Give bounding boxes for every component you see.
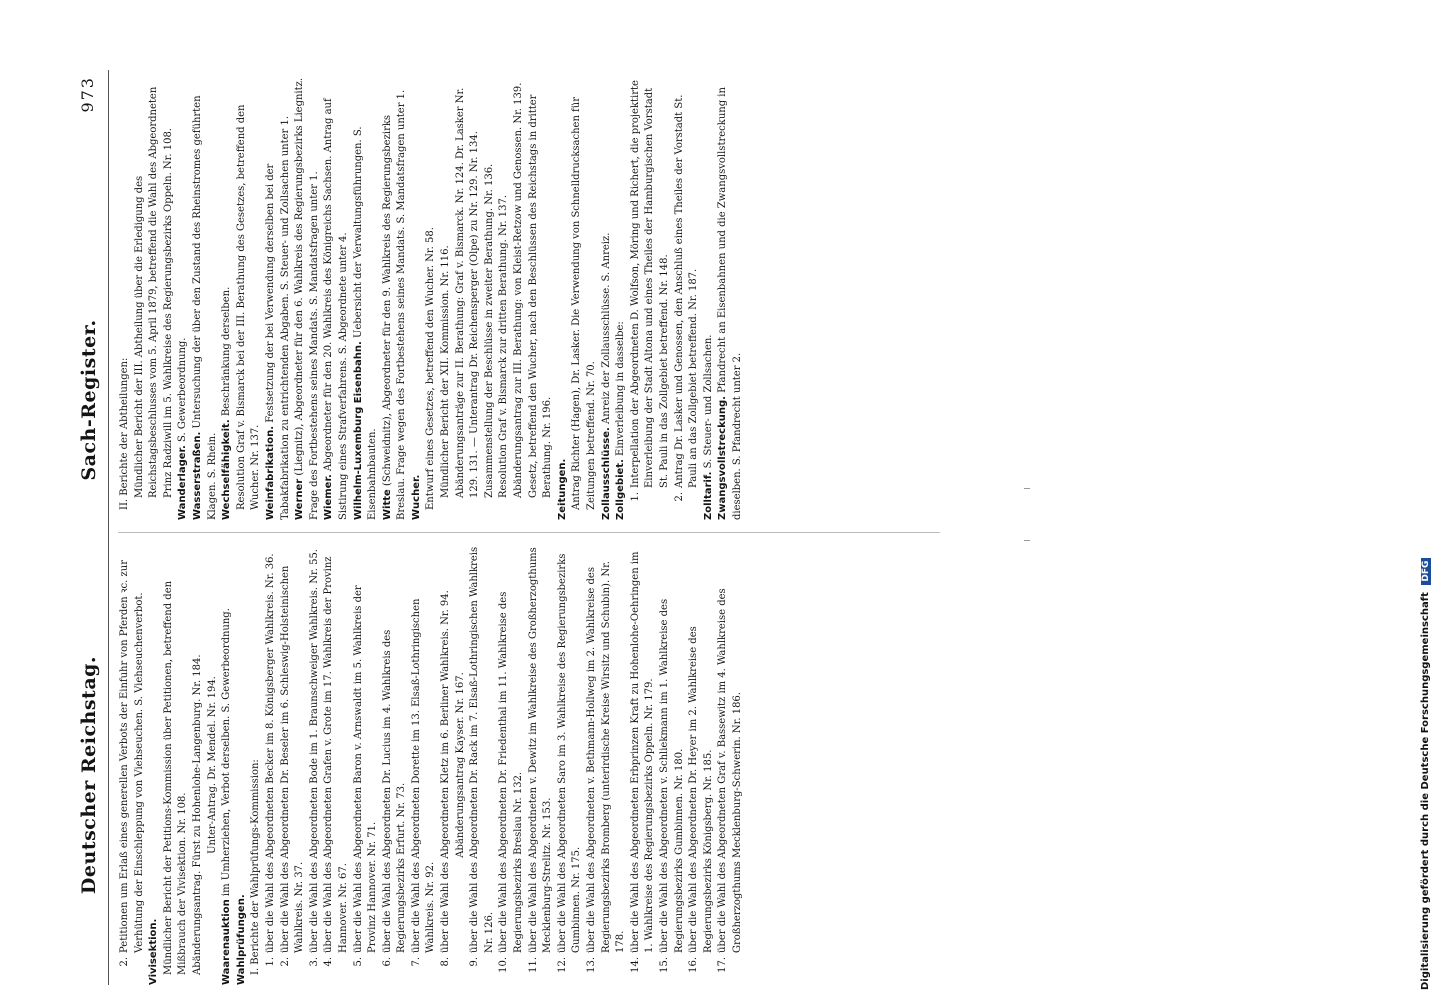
- entry-text: S. Steuer- und Zollsachen.: [702, 334, 714, 469]
- entry-text: über die Wahl des Abgeordneten Dr. Rack im 7. Elsaß-Lothringischen Wahlkreis Nr. 126.: [469, 546, 495, 953]
- entry-text: Petitionen um Erlaß eines generellen Verbots der Einfuhr von Pferden ꝛc. zur Verhütung der Einschleppung von Viehseuchen. S. Viehseuchenverbot.: [119, 560, 145, 953]
- register-entry: [133, 75, 177, 520]
- left-column: [118, 545, 746, 985]
- entry-text: über die Wahl des Abgeordneten Erbprinzen Kraft zu Hohenlohe-Oehringen im 1. Wahlkreise des Regierungsbezirks Oppeln. Nr. 179.: [629, 551, 656, 953]
- register-entry: [497, 545, 526, 985]
- right-column: [118, 75, 746, 520]
- entry-text: über die Wahl des Abgeordneten Dr. Lucius im 4. Wahlkreis des Regierungsbezirks Erfurt. Nr. 73.: [381, 629, 408, 953]
- register-entry: [381, 545, 410, 985]
- crop-mark: [1024, 540, 1030, 541]
- entry-keyword: Wahlprüfungen.: [235, 894, 247, 985]
- register-entry: [381, 75, 410, 520]
- register-entry: [687, 545, 716, 985]
- entry-text: Gesetz, betreffend den Wucher, nach den Beschlüssen des Reichstags in dritter Berathung. Nr. 196.: [527, 94, 554, 498]
- entry-keyword: Zeitungen.: [556, 458, 568, 520]
- register-entry: [629, 545, 658, 985]
- entry-number: 10.: [498, 957, 510, 973]
- entry-text: II. Berichte der Abtheilungen:: [119, 357, 130, 510]
- entry-text: über die Wahl des Abgeordneten Kletz im 6. Berliner Wahlkreis. Nr. 94.: [440, 590, 452, 953]
- entry-keyword: Wasserstraßen.: [191, 431, 203, 520]
- entry-keyword: Zollausschlüsse.: [600, 427, 612, 520]
- crop-mark: [1024, 488, 1030, 489]
- register-entry: [556, 545, 585, 985]
- register-entry: [570, 75, 599, 520]
- entry-keyword: Zolltarif.: [702, 471, 714, 520]
- register-entry: [629, 75, 673, 520]
- entry-text: Untersuchung der über den Zustand des Rheinstromes geführten Klagen. S. Rhein.: [191, 95, 218, 520]
- running-head-left: Deutscher Reichstag.: [78, 655, 100, 895]
- entry-text: Mündlicher Bericht der Petitions-Kommission über Petitionen, betreffend den Mißbrauch der Vivisektion. Nr. 108.: [162, 580, 189, 975]
- register-entry: [322, 75, 351, 520]
- entry-text: Unter-Antrag. Dr. Mendel. Nr. 194.: [206, 676, 218, 854]
- entry-number: 2.: [673, 492, 685, 502]
- entry-number: 16.: [688, 957, 700, 973]
- entry-text: über die Wahl des Abgeordneten Dr. Friedenthal im 11. Wahlkreise des Regierungsbezirks Breslau Nr. 132.: [498, 591, 525, 953]
- entry-number: 9.: [469, 957, 481, 967]
- register-entry: [527, 75, 556, 520]
- register-entry: [352, 75, 381, 520]
- rotated-register-page: [70, 70, 940, 985]
- entry-text: Abänderungsantrag zur III. Berathung: von Kleist-Retzow und Genossen. Nr. 139.: [513, 82, 525, 498]
- entry-number: 14.: [629, 957, 641, 973]
- entry-text: über die Wahl des Abgeordneten Dr. Heyer im 2. Wahlkreise des Regierungsbezirks Königsberg. Nr. 185.: [688, 626, 714, 953]
- entry-text: über die Wahl des Abgeordneten v. Schliekmann im 1. Wahlkreise des Regierungsbezirks Gumbinnen. Nr. 180.: [658, 598, 685, 953]
- entry-text: über die Wahl des Abgeordneten Saro im 3. Wahlkreise des Regierungsbezirks Gumbinnen. Nr. 175.: [556, 553, 583, 953]
- entry-text: Abgeordneter für den 20. Wahlkreis des Königreichs Sachsen. Antrag auf Sistirung eines Strafverfahrens. S. Abgeordnete unter 4.: [323, 98, 349, 520]
- register-entry: [454, 545, 469, 985]
- entry-number: 3.: [308, 957, 320, 967]
- entry-number: 2.: [119, 957, 130, 967]
- register-entry: [527, 545, 556, 985]
- entry-keyword: Wechselfähigkeit.: [221, 419, 233, 520]
- register-entry: [497, 75, 512, 520]
- entry-number: 15.: [658, 957, 670, 973]
- entry-text: über die Wahl des Abgeordneten v. Dewitz im Wahlkreise des Großherzogthums Mecklenburg-Strelitz. Nr. 153.: [527, 547, 554, 953]
- running-head-middle: Sach-Register.: [78, 319, 100, 481]
- register-entry: [483, 75, 498, 520]
- entry-text: über die Wahl des Abgeordneten Bode im 1. Braunschweiger Wahlkreis. Nr. 55.: [308, 549, 320, 953]
- register-entry: [454, 75, 483, 520]
- entry-number: 6.: [381, 957, 393, 967]
- entry-keyword: Wilhelm-Luxemburg Eisenbahn.: [352, 341, 364, 520]
- register-entry: [118, 545, 147, 985]
- page-number: 973: [78, 76, 97, 113]
- register-entry: [716, 545, 745, 985]
- entry-text: über die Wahl des Abgeordneten Baron v. Arnswaldt im 5. Wahlkreis der Provinz Hannover. Nr. 71.: [352, 585, 379, 953]
- register-entry: [147, 545, 162, 985]
- entry-text: über die Wahl des Abgeordneten Dr. Beseler im 6. Schleswig-Holsteinischen Wahlkreis. Nr. 37.: [279, 565, 306, 953]
- entry-number: 1.: [629, 492, 641, 502]
- entry-keyword: Waarenauktion: [221, 899, 233, 985]
- register-entry: [585, 545, 629, 985]
- entry-text: Beschränkung derselben.: [221, 286, 233, 417]
- register-entry: [600, 75, 615, 520]
- entry-text: über die Wahl des Abgeordneten Graf v. Bassewitz im 4. Wahlkreise des Großherzogthums Mecklenburg-Schwerin. Nr. 186.: [717, 588, 743, 953]
- register-entry: [249, 545, 264, 985]
- entry-text: I. Berichte der Wahlprüfungs-Kommission:: [250, 759, 262, 975]
- entry-keyword: Wanderlager.: [177, 445, 189, 520]
- register-entry: [308, 545, 323, 985]
- entry-keyword: Weinfabrikation.: [264, 425, 276, 520]
- register-entry: [322, 545, 351, 985]
- entry-text: im Umherziehen, Verbot derselben. S. Gewerbeordnung.: [221, 608, 233, 897]
- entry-text: Einverleibung in dasselbe:: [615, 321, 627, 456]
- entry-text: Mündlicher Bericht der III. Abtheilung über die Erledigung des Reichstagsbeschlusses vom 5. April 1879, betreffend die Wahl des Abgeordneten Prinz Radziwill im 5. Wahlkreise des Regierungsbezirks Oppeln. Nr. 108.: [133, 86, 174, 498]
- register-entry: [468, 545, 497, 985]
- register-entry: [118, 75, 133, 520]
- entry-keyword: Vivisektion.: [148, 918, 160, 985]
- entry-text: (Liegnitz), Abgeordneter für den 6. Wahlkreis des Regierungsbezirks Liegnitz. Frage des Fortbestehens seines Mandats. S. Mandatsfragen unter 1.: [294, 77, 320, 520]
- entry-keyword: Zollgebiet.: [615, 459, 627, 520]
- entry-number: 12.: [556, 957, 568, 973]
- entry-number: 8.: [440, 957, 452, 967]
- register-entry: [235, 545, 250, 985]
- register-entry: [220, 545, 235, 985]
- register-entry: [673, 75, 702, 520]
- entry-number: 4.: [323, 957, 335, 967]
- register-entry: [191, 75, 220, 520]
- entry-number: 1.: [264, 957, 276, 967]
- entry-text: Resolution Graf v. Bismarck bei der III. Berathung des Gesetzes, betreffend den Wucher. Nr. 137.: [235, 104, 262, 510]
- register-entry: [206, 545, 221, 985]
- entry-text: Antrag Dr. Lasker und Genossen, den Anschluß eines Theiles der Vorstadt St. Pauli an das Zollgebiet betreffend. Nr. 187.: [673, 94, 700, 488]
- dfg-logo: DFG: [1421, 558, 1431, 585]
- register-entry: [439, 545, 454, 985]
- entry-keyword: Zwangsvollstreckung.: [717, 396, 729, 520]
- entry-text: Pfandrecht an Eisenbahnen und die Zwangsvollstreckung in dieselben. S. Pfandrecht unter 2.: [717, 87, 743, 520]
- entry-number: 2.: [279, 957, 291, 967]
- register-entry: [279, 545, 308, 985]
- register-entry: [264, 75, 293, 520]
- entry-text: Entwurf eines Gesetzes, betreffend den Wucher. Nr. 58.: [425, 227, 437, 510]
- entry-number: 11.: [527, 957, 539, 973]
- register-entry: [176, 75, 191, 520]
- entry-text: über die Wahl des Abgeordneten Dorette im 13. Elsaß-Lothringischen Wahlkreis. Nr. 92.: [410, 598, 437, 953]
- entry-keyword: Wucher.: [410, 474, 422, 520]
- entry-keyword: Wiemer.: [323, 474, 335, 520]
- entry-keyword: Witte: [381, 489, 393, 520]
- register-entry: [702, 75, 717, 520]
- register-entry: [293, 75, 322, 520]
- entry-number: 5.: [352, 957, 364, 967]
- entry-text: Abänderungsantrag. Fürst zu Hohenlohe-Langenburg. Nr. 184.: [191, 654, 203, 975]
- digitization-notice-text: Digitalisierung gefördert durch die Deutsche Forschungsgemeinschaft: [1420, 592, 1431, 990]
- entry-number: 13.: [586, 957, 597, 973]
- register-entry: [410, 545, 439, 985]
- column-gutter: [118, 532, 940, 533]
- header-rule: [108, 70, 109, 985]
- register-entry: [235, 75, 264, 520]
- entry-number: 7.: [410, 957, 422, 967]
- entry-text: Zusammenstellung der Beschlüsse in zweiter Berathung. Nr. 136.: [483, 163, 495, 498]
- entry-text: Antrag Richter (Hagen), Dr. Lasker. Die Verwendung von Schnelldrucksachen für Zeitungen betreffend. Nr. 70.: [571, 97, 597, 510]
- entry-text: Festsetzung der bei Verwendung derselben bei der Tabakfabrikation zu entrichtenden Abgaben. S. Steuer- und Zollsachen unter 1.: [264, 115, 291, 520]
- register-entry: [512, 75, 527, 520]
- entry-text: Anreiz der Zollausschlüsse. S. Anreiz.: [600, 232, 612, 424]
- register-entry: [556, 75, 571, 520]
- entry-text: Mündlicher Bericht der XII. Kommission. Nr. 116.: [440, 245, 452, 498]
- register-entry: [439, 75, 454, 520]
- entry-text: Uebersicht der Verwaltungsführungen. S. Eisenbahnbauten.: [352, 126, 379, 520]
- register-entry: [162, 545, 191, 985]
- entry-text: über die Wahl des Abgeordneten v. Bethmann-Hollweg im 2. Wahlkreise des Regierungsbezirks Bromberg (unterirdische Kreise Wirsitz und Schubin). Nr. 178.: [586, 561, 627, 953]
- entry-text: Resolution Graf v. Bismarck zur dritten Berathung. Nr. 137.: [498, 194, 510, 498]
- register-entry: [220, 75, 235, 520]
- entry-text: über die Wahl des Abgeordneten Becker im 8. Königsberger Wahlkreis. Nr. 36.: [264, 553, 276, 953]
- register-entry: [410, 75, 425, 520]
- entry-text: Abänderungsantrag Kayser. Nr. 167.: [454, 672, 466, 858]
- register-entry: [614, 75, 629, 520]
- register-entry: [424, 75, 439, 520]
- digitization-notice: [1420, 10, 1431, 990]
- register-entry: [264, 545, 279, 985]
- entry-number: 17.: [717, 957, 729, 973]
- entry-text: (Schweidnitz), Abgeordneter für den 9. Wahlkreis des Regierungsbezirks Breslau. Frage wegen des Fortbestehens seines Mandats. S. Mandatsfragen unter 1.: [381, 89, 408, 520]
- entry-text: S. Gewerbeordnung.: [177, 337, 189, 442]
- entry-text: Interpellation der Abgeordneten D. Wolfson, Möring und Richert, die projektirte Einverleibung der Stadt Altona und eines Theiles der Hamburgischen Vorstadt St. Pauli in das Zollgebiet betreffend. Nr. 148.: [629, 80, 670, 488]
- entry-text: über die Wahl des Abgeordneten Grafen v. Grote im 17. Wahlkreis der Provinz Hannover. Nr. 67.: [323, 556, 349, 953]
- register-entry: [352, 545, 381, 985]
- register-entry: [716, 75, 745, 520]
- register-entry: [191, 545, 206, 985]
- register-entry: [658, 545, 687, 985]
- entry-text: Abänderungsanträge zur II. Berathung: Graf v. Bismarck. Nr. 124. Dr. Lasker Nr. 129. 131. — Unterantrag Dr. Reichensperger (Olpe) zu Nr. 129. Nr. 134.: [454, 87, 481, 498]
- entry-keyword: Werner: [294, 478, 306, 520]
